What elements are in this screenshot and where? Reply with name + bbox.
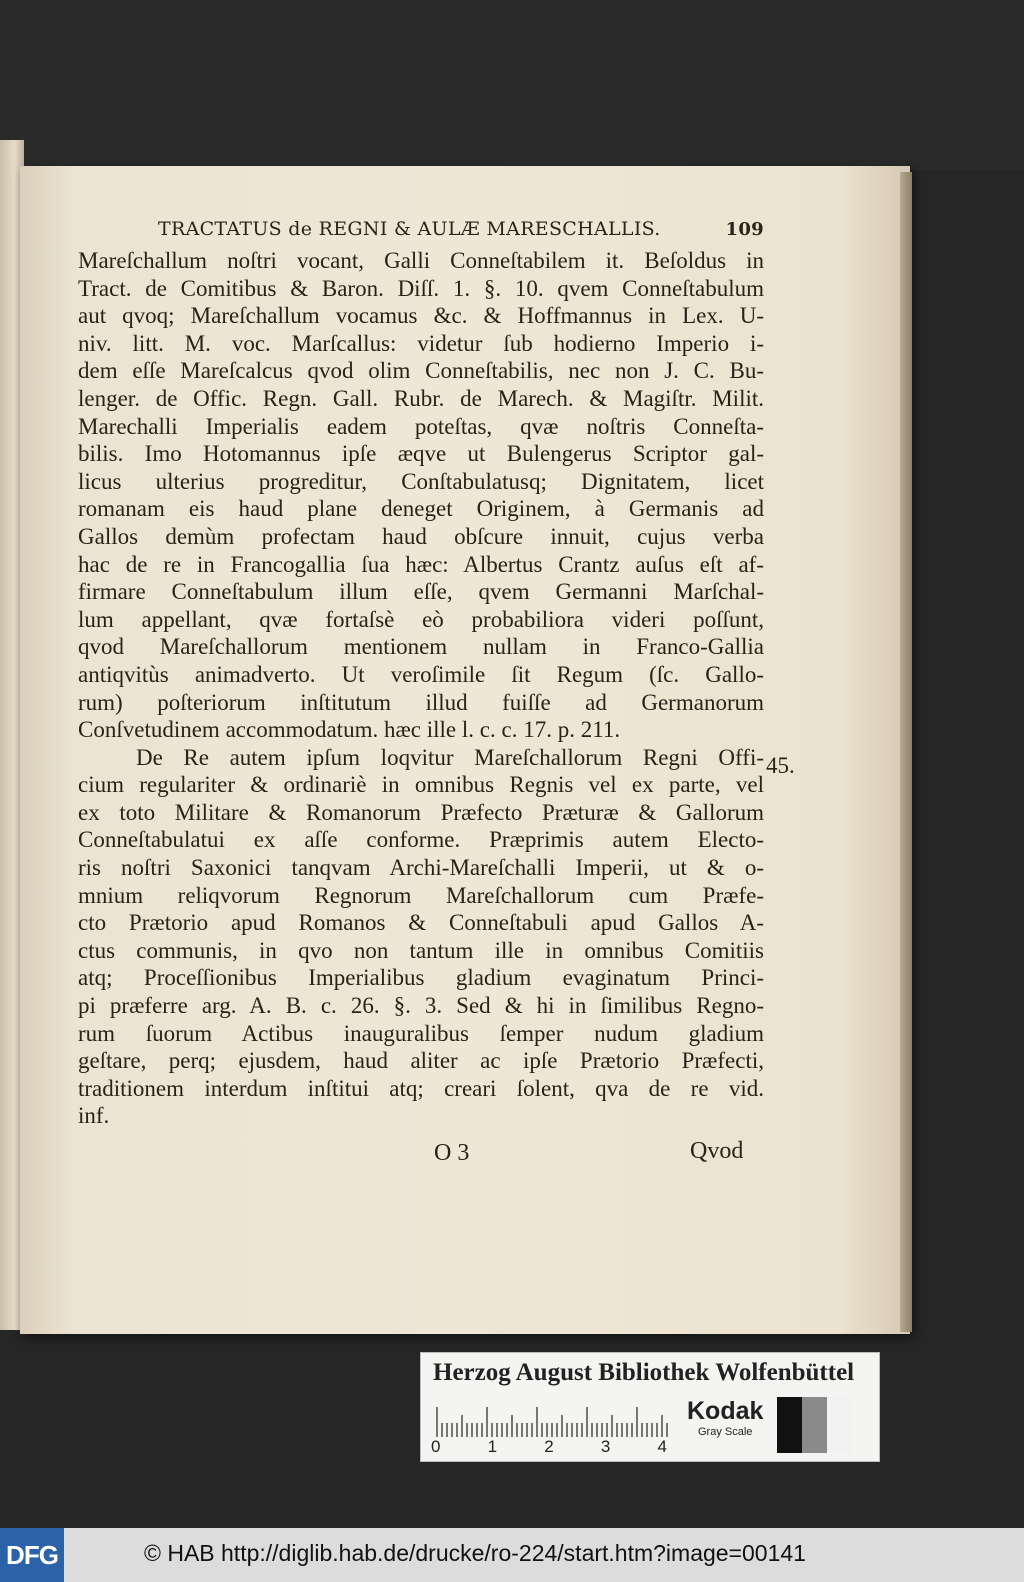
text-line: romanam eis haud plane deneget Originem, à Germanis ad xyxy=(78,496,764,522)
text-line: rum ſuorum Actibus inauguralibus ſemper nudum gladium xyxy=(78,1020,764,1046)
text-line: antiqvitùs animadverto. Ut veroſimile ſit Regum (ſc. Gallo- xyxy=(78,661,764,687)
credit-link[interactable]: © HAB http://diglib.hab.de/drucke/ro-224/start.htm?image=00141 xyxy=(144,1540,806,1566)
institution-name: Herzog August Bibliothek Wolfenbüttel xyxy=(433,1359,855,1386)
text-line: Tract. de Comitibus & Baron. Diſſ. 1. §. 10. qvem Conneſtabulum xyxy=(78,275,764,301)
ruler-number: 1 xyxy=(487,1437,498,1456)
text-line: atq; Proceſſionibus Imperialibus gladium evaginatum Princi- xyxy=(78,965,764,991)
text-line: lum appellant, qvæ fortaſsè eò probabiliora videri poſſunt, xyxy=(78,606,764,632)
footer-bar xyxy=(0,1528,1024,1582)
page-number: 109 xyxy=(725,219,764,240)
text-line: geſtare, perq; ejusdem, haud aliter ac ipſe Prætorio Præfecti, xyxy=(78,1048,764,1074)
text-line: rum) poſteriorum inſtitutum illud fuiſſe ad Germanorum xyxy=(78,689,764,715)
text-line: hac de re in Francogallia ſua hæc: Albertus Crantz auſus eſt af- xyxy=(78,551,764,577)
text-line: licus ulterius progreditur, Conſtabulatusq; Dignitatem, licet xyxy=(78,468,764,494)
page-edge xyxy=(900,172,912,1332)
text-line: cto Prætorio apud Romanos & Conneſtabuli apud Gallos A- xyxy=(78,910,764,936)
text-line: aut qvoq; Mareſchallum vocamus &c. & Hoffmannus in Lex. U- xyxy=(78,303,764,329)
text-line: firmare Conneſtabulum illum eſſe, qvem Germanni Marſchal- xyxy=(78,579,764,605)
text-line: Conneſtabulatui ex aſſe conforme. Præprimis autem Electo- xyxy=(78,827,764,853)
color-scale-card xyxy=(420,1352,880,1462)
text-line: qvod Mareſchallorum mentionem nullam in Franco-Gallia xyxy=(78,634,764,660)
gray-swatches xyxy=(777,1397,852,1453)
text-line: dem eſſe Mareſcalcus qvod olim Conneſtabilis, nec non J. C. Bu- xyxy=(78,358,764,384)
text-line: Mareſchallum noſtri vocant, Galli Conneſtabilem it. Beſoldus in xyxy=(78,248,764,273)
text-line: inf. xyxy=(78,1103,110,1129)
text-line: ctus communis, in qvo non tantum ille in omnibus Comitiis xyxy=(78,937,764,963)
body-text xyxy=(78,247,764,1130)
ruler-number: 2 xyxy=(544,1437,554,1456)
text-line: mnium reliqvorum Regnorum Mareſchallorum cum Præfe- xyxy=(78,882,764,908)
text-line: Marechalli Imperialis eadem poteſtas, qvæ noſtris Conneſta- xyxy=(78,413,764,439)
text-line: niv. litt. M. voc. Marſcallus: videtur ſub hodierno Imperio i- xyxy=(78,330,764,356)
gray-swatch xyxy=(827,1397,852,1453)
text-line: lenger. de Offic. Regn. Gall. Rubr. de Marech. & Magiſtr. Milit. xyxy=(78,385,764,411)
ruler-number: 3 xyxy=(600,1437,611,1456)
kodak-brand: Kodak xyxy=(687,1397,764,1425)
text-line: De Re autem ipſum loqvitur Mareſchallorum Regni Offi- xyxy=(136,744,764,770)
gray-swatch xyxy=(802,1397,827,1453)
ruler-numbers xyxy=(431,1437,667,1457)
text-line: ris noſtri Saxonici tanqvam Archi-Mareſchalli Imperii, ut & o- xyxy=(78,855,764,881)
ruler-icon xyxy=(435,1403,671,1437)
catchword: Qvod xyxy=(690,1138,744,1164)
gray-swatch xyxy=(777,1397,802,1453)
running-head-title: TRACTATUS de REGNI & AULÆ MARESCHALLIS. xyxy=(158,218,661,240)
background xyxy=(0,0,1024,170)
text-line: Gallos demùm profectam haud obſcure innuit, cujus verba xyxy=(78,523,764,549)
dfg-logo: DFG xyxy=(0,1528,64,1582)
running-head xyxy=(158,218,764,248)
text-line: bilis. Imo Hotomannus ipſe æqve ut Bulengerus Scriptor gal- xyxy=(78,441,764,467)
text-line: pi præferre arg. A. B. c. 26. §. 3. Sed & hi in ſimilibus Regno- xyxy=(78,993,764,1019)
text-line: traditionem interdum inſtitui atq; creari ſolent, qva de re vid. xyxy=(78,1075,764,1101)
text-line: ex toto Militare & Romanorum Præfecto Præturæ & Gallorum xyxy=(78,799,764,825)
ruler-number: 0 xyxy=(431,1437,441,1456)
text-line: cium regulariter & ordinariè in omnibus Regnis vel ex parte, vel xyxy=(78,772,764,798)
text-line: Conſvetudinem accommodatum. hæc ille l. c. c. 17. p. 211. xyxy=(78,717,621,743)
margin-note: 45. xyxy=(766,753,795,778)
ruler-number: 4 xyxy=(657,1437,667,1456)
signature-mark: O 3 xyxy=(434,1140,470,1166)
gray-scale-label: Gray Scale xyxy=(698,1426,753,1438)
